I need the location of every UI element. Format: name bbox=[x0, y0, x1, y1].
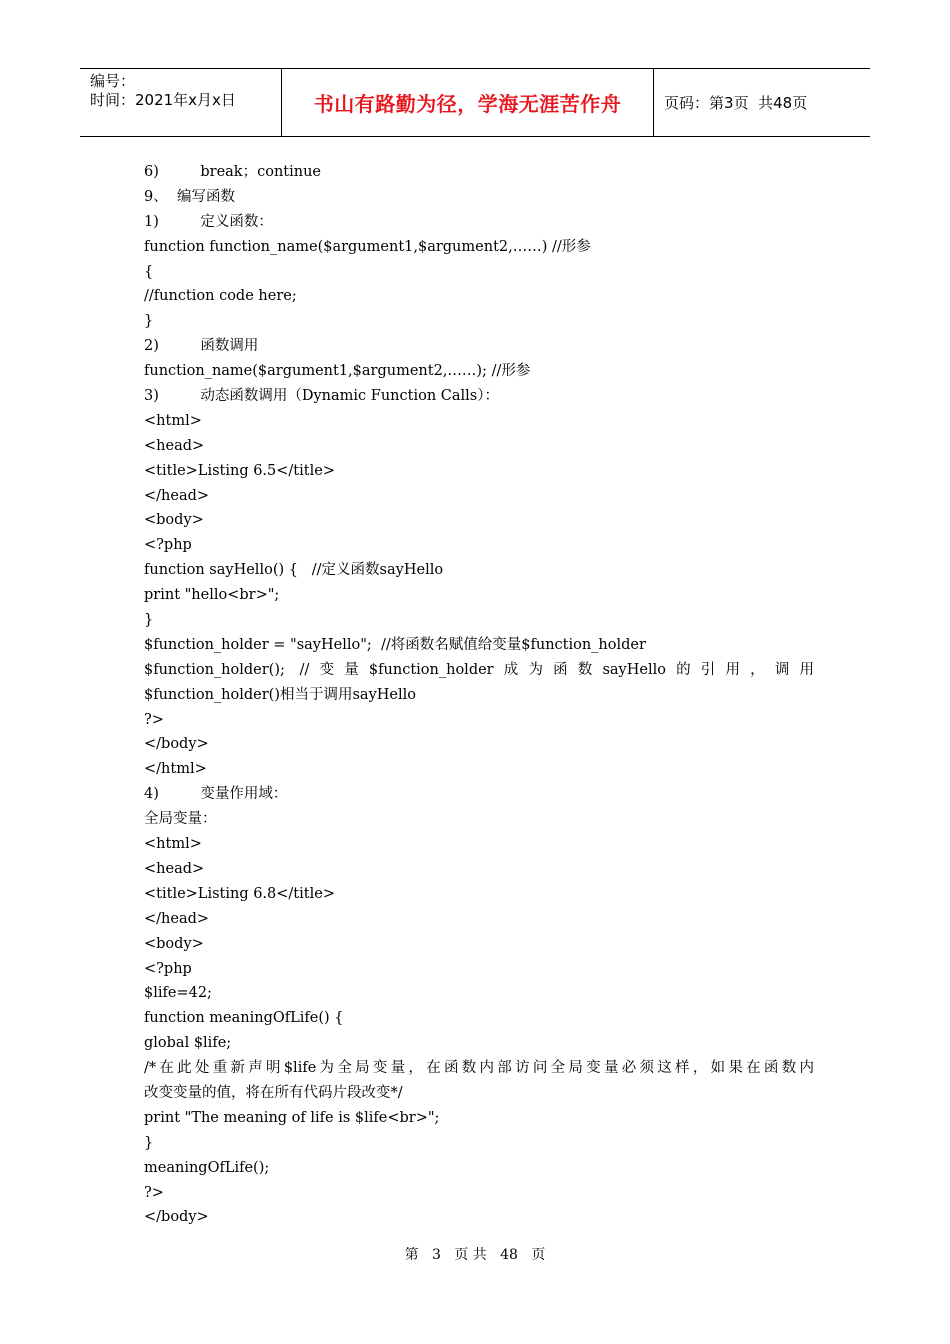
page-info-prefix: 页码：第 bbox=[664, 94, 725, 112]
footer-page-total: 48 bbox=[500, 1247, 518, 1263]
header-meta bbox=[80, 69, 282, 136]
code-line: print "The meaning of life is $life<br>"; bbox=[144, 1109, 440, 1126]
code-line: $function_holder = "sayHello"; //将函数名赋值给变量$function_holder bbox=[144, 636, 646, 653]
code-line: <head> bbox=[144, 437, 205, 454]
header-motto: 书山有路勤为径，学海无涯苦作舟 bbox=[313, 92, 622, 116]
code-line: ?> bbox=[144, 1184, 164, 1201]
code-line: <title>Listing 6.8</title> bbox=[144, 885, 335, 902]
code-line: /*在此处重新声明$life为全局变量，在函数内部访问全局变量必须这样，如果在函数内 bbox=[144, 1060, 814, 1077]
text-line: 3) 动态函数调用（Dynamic Function Calls）： bbox=[144, 388, 499, 405]
header-motto-cell bbox=[282, 69, 654, 136]
page-footer bbox=[0, 1244, 950, 1264]
code-line: </head> bbox=[144, 487, 210, 504]
text-line: 4) 变量作用域： bbox=[144, 786, 288, 803]
page-info-mid: 页 共 bbox=[733, 94, 774, 112]
code-line: </body> bbox=[144, 736, 209, 753]
code-line: function_name($argument1,$argument2,……); //形参 bbox=[144, 363, 531, 380]
code-line: ?> bbox=[144, 711, 164, 728]
code-line: <body> bbox=[144, 935, 204, 952]
code-line: $function_holder()相当于调用sayHello bbox=[144, 686, 416, 703]
page-info-number: 3 bbox=[724, 93, 734, 112]
text-line: 1) 定义函数： bbox=[144, 213, 273, 230]
code-line: } bbox=[144, 313, 154, 330]
code-line: $function_holder(); //变量$function_holder成为函数sayHello的引用，调用 bbox=[144, 661, 814, 678]
document-body bbox=[144, 160, 814, 1230]
text-line: 全局变量： bbox=[144, 811, 217, 828]
code-line: $life=42; bbox=[144, 985, 212, 1002]
text-line: 6) break；continue bbox=[144, 164, 322, 180]
page-header bbox=[80, 68, 870, 137]
code-line: <title>Listing 6.5</title> bbox=[144, 462, 335, 479]
code-line: function sayHello() { //定义函数sayHello bbox=[144, 562, 444, 579]
code-line: { bbox=[144, 263, 154, 280]
code-line: 改变变量的值，将在所有代码片段改变*/ bbox=[144, 1084, 403, 1101]
code-line: function meaningOfLife() { bbox=[144, 1010, 344, 1027]
footer-mid: 页 共 bbox=[454, 1247, 487, 1263]
code-line: <head> bbox=[144, 860, 205, 877]
code-line: </head> bbox=[144, 910, 210, 927]
code-line: <?php bbox=[144, 960, 192, 977]
page-info-suffix: 页 bbox=[792, 94, 808, 112]
code-line: function function_name($argument1,$argument2,……) //形参 bbox=[144, 238, 591, 255]
code-line: <?php bbox=[144, 537, 192, 554]
code-line: </html> bbox=[144, 761, 207, 778]
text-line: 2) 函数调用 bbox=[144, 338, 259, 355]
code-line: //function code here; bbox=[144, 288, 297, 305]
document-time-label: 时间：2021年x月x日 bbox=[90, 91, 236, 109]
footer-page-number: 3 bbox=[432, 1247, 441, 1263]
page-info-total: 48 bbox=[773, 93, 793, 112]
code-line: global $life; bbox=[144, 1035, 232, 1052]
header-page-info bbox=[654, 69, 870, 136]
code-line: </body> bbox=[144, 1209, 209, 1226]
code-line: } bbox=[144, 1134, 154, 1151]
document-number-label: 编号： bbox=[90, 72, 136, 90]
code-line: <body> bbox=[144, 512, 204, 529]
text-line: 9、 编写函数 bbox=[144, 188, 235, 205]
code-line: <html> bbox=[144, 836, 202, 853]
code-line: <html> bbox=[144, 412, 202, 429]
code-line: meaningOfLife(); bbox=[144, 1159, 270, 1176]
code-line: } bbox=[144, 612, 154, 629]
code-line: print "hello<br>"; bbox=[144, 587, 280, 604]
footer-suffix: 页 bbox=[531, 1247, 546, 1263]
footer-prefix: 第 bbox=[404, 1247, 419, 1263]
